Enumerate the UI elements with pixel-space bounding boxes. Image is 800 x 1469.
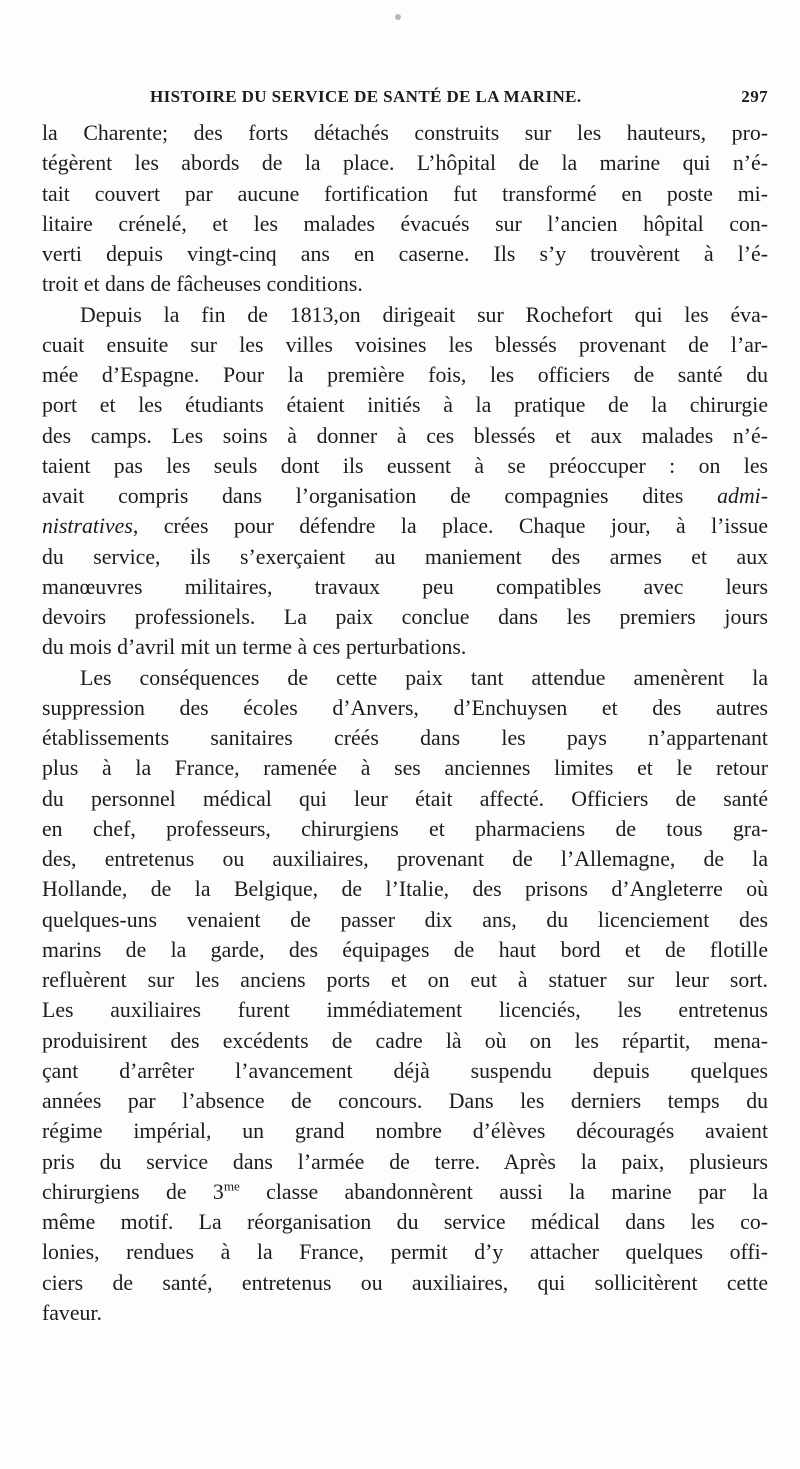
italic-text: nistratives (42, 514, 133, 539)
text-line (42, 481, 768, 511)
superscript-text: me (223, 1178, 240, 1194)
text-line (42, 693, 768, 723)
text-line (42, 542, 768, 572)
line-text: plus à la France, ramenée à ses anciennes limites et le retour (42, 756, 768, 781)
text-line (42, 239, 768, 269)
text-line (42, 784, 768, 814)
text-line (42, 179, 768, 209)
text-line (42, 148, 768, 178)
line-text: verti depuis vingt-cinq ans en caserne. Ils s’y trouvèrent à l’é- (42, 242, 768, 266)
text-line (42, 511, 768, 541)
line-text: faveur. (42, 1300, 102, 1325)
text-line (42, 118, 768, 148)
text-line (42, 602, 768, 632)
text-line (42, 995, 768, 1025)
text-line (42, 330, 768, 360)
line-text: pris du service dans l’armée de terre. Après la paix, plusieurs (42, 1149, 768, 1174)
line-text: établissements sanitaires créés dans les pays n’appartenant (42, 726, 768, 750)
text-line (42, 905, 768, 935)
text-line (42, 300, 768, 330)
line-text: ciers de santé, entretenus ou auxiliaires, qui sollicitèrent cette (42, 1270, 768, 1295)
text-line (42, 1056, 768, 1086)
text-line (42, 1147, 768, 1177)
text-line (42, 421, 768, 451)
text-line (42, 723, 768, 753)
running-head-title: HISTOIRE DU SERVICE DE SANTÉ DE LA MARINE. (150, 87, 582, 106)
text-line (42, 209, 768, 239)
text-line (42, 753, 768, 783)
line-text: régime impérial, un grand nombre d’élèves découragés avaient (42, 1119, 768, 1144)
text-line (42, 572, 768, 602)
text-line (42, 1268, 768, 1298)
text-line (42, 1177, 768, 1207)
body-text (42, 118, 768, 1328)
line-text: troit et dans de fâcheuses conditions. (42, 272, 363, 297)
line-text: chirurgiens de 3 (42, 1179, 224, 1204)
line-text: en chef, professeurs, chirurgiens et pharmaciens de tous gra- (42, 816, 768, 841)
line-text: tégèrent les abords de la place. L’hôpital de la marine qui n’é- (42, 151, 768, 176)
line-text: , crées pour défendre la place. Chaque jour, à l’issue (132, 514, 768, 539)
text-line (42, 1116, 768, 1146)
line-text: litaire crénelé, et les malades évacués sur l’ancien hôpital con- (42, 211, 768, 236)
text-line (42, 360, 768, 390)
line-text: même motif. La réorganisation du service médical dans les co- (42, 1210, 768, 1234)
text-line (42, 632, 768, 662)
text-line (42, 1026, 768, 1056)
line-text: refluèrent sur les anciens ports et on eut à statuer sur leur sort. (42, 968, 768, 992)
line-text: manœuvres militaires, travaux peu compatibles avec leurs (42, 574, 768, 599)
text-line (42, 814, 768, 844)
text-line (42, 1298, 768, 1328)
line-text: du mois d’avril mit un terme à ces perturbations. (42, 635, 467, 660)
line-text: tait couvert par aucune fortification fut transformé en poste mi- (42, 181, 768, 206)
text-line (42, 451, 768, 481)
italic-text: admi- (717, 484, 768, 508)
line-text: des, entretenus ou auxiliaires, provenant de l’Allemagne, de la (42, 847, 768, 871)
line-text: avait compris dans l’organisation de compagnies dites (42, 484, 718, 508)
running-head (150, 86, 768, 108)
line-text: produisirent des excédents de cadre là où on les répartit, mena- (42, 1028, 768, 1053)
line-text: lonies, rendues à la France, permit d’y attacher quelques offi- (42, 1240, 768, 1265)
line-text: classe abandonnèrent aussi la marine par la (239, 1179, 768, 1204)
line-text: la Charente; des forts détachés construits sur les hauteurs, pro- (42, 121, 768, 145)
line-text: mée d’Espagne. Pour la première fois, les officiers de santé du (42, 363, 768, 387)
text-line (42, 269, 768, 299)
line-text: Hollande, de la Belgique, de l’Italie, des prisons d’Angleterre où (42, 877, 768, 902)
text-line (42, 874, 768, 904)
text-line (42, 965, 768, 995)
line-text: cuait ensuite sur les villes voisines les blessés provenant de l’ar- (42, 332, 768, 357)
line-text: devoirs professionels. La paix conclue dans les premiers jours (42, 605, 768, 629)
line-text: du personnel médical qui leur était affecté. Officiers de santé (42, 786, 768, 811)
text-line (42, 390, 768, 420)
page-number: 297 (741, 87, 768, 106)
line-text: çant d’arrêter l’avancement déjà suspendu depuis quelques (42, 1058, 768, 1083)
text-line (42, 844, 768, 874)
line-text: port et les étudiants étaient initiés à la pratique de la chirurgie (42, 393, 768, 418)
line-text: années par l’absence de concours. Dans les derniers temps du (42, 1089, 768, 1113)
text-line (42, 1207, 768, 1237)
text-line (42, 1086, 768, 1116)
line-text: marins de la garde, des équipages de haut bord et de flotille (42, 937, 768, 962)
line-text: du service, ils s’exerçaient au maniement des armes et aux (42, 544, 768, 569)
line-text: taient pas les seuls dont ils eussent à se préoccuper : on les (42, 453, 768, 478)
line-text: suppression des écoles d’Anvers, d’Enchuysen et des autres (42, 695, 768, 720)
text-line (42, 935, 768, 965)
line-text: Les conséquences de cette paix tant attendue amenèrent la (80, 665, 768, 690)
line-text: Les auxiliaires furent immédiatement licenciés, les entretenus (42, 998, 768, 1023)
text-line (42, 663, 768, 693)
ink-speck (395, 14, 401, 20)
text-line (42, 1237, 768, 1267)
line-text: des camps. Les soins à donner à ces blessés et aux malades n’é- (42, 423, 768, 448)
line-text: Depuis la fin de 1813,on dirigeait sur Rochefort qui les éva- (80, 302, 768, 327)
line-text: quelques-uns venaient de passer dix ans, du licenciement des (42, 907, 768, 932)
